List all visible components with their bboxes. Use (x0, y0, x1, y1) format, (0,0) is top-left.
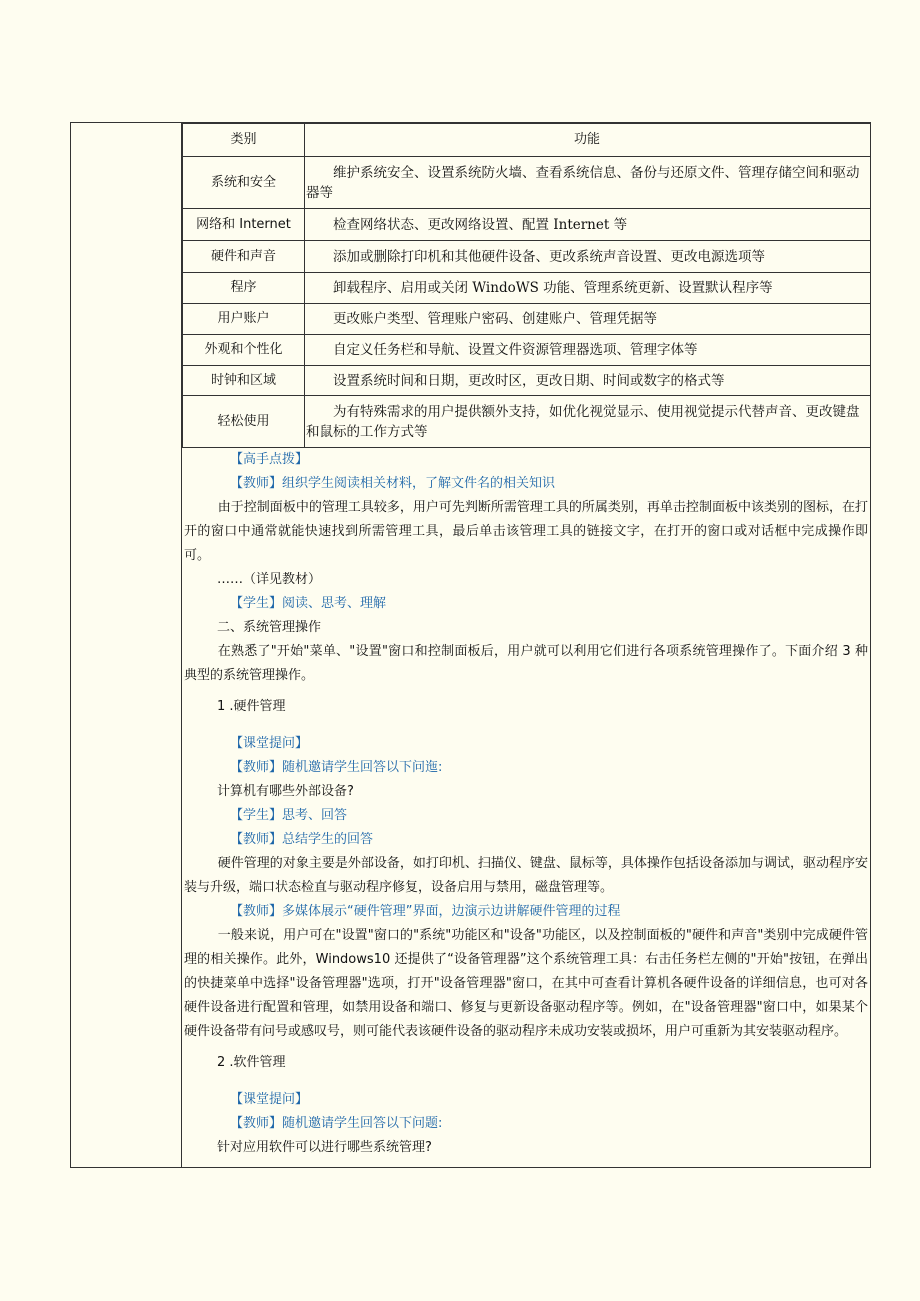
paragraph: 由于控制面板中的管理工具较多，用户可先判断所需管理工具的所属类别，再单击控制面板中该类别的图标，在打开的窗口中通常就能快速找到所需管理工具，最后单击该管理工具的链接文字，在打开的窗口或对话框中完成操作即可。 (184, 500, 868, 563)
table-row (183, 273, 871, 304)
student-activity: 【学生】阅读、思考、理解 (230, 596, 387, 611)
table-row (183, 157, 871, 209)
row-category: 网络和 Internet (183, 209, 305, 241)
paragraph: 硬件管理的对象主要是外部设备，如打印机、扫描仪、键盘、鼠标等，具体操作包括设备添加与调试，驱动程序安装与升级，端口状态检直与驱动程序修复，设备启用与禁用，磁盘管理等。 (184, 856, 868, 895)
row-category: 外观和个性化 (183, 335, 305, 366)
teacher-media: 【教师】多媒体展示“硬件管理”界面，边演示边讲解硬件管理的过程 (230, 904, 621, 919)
table-row (183, 304, 871, 335)
header-category: 类别 (183, 124, 305, 157)
teacher-question: 【教师】随机邀请学生回答以下问迤: (230, 760, 443, 775)
see-textbook: ……（详见教材） (217, 572, 322, 587)
teacher-summary: 【教师】总结学生的回答 (230, 832, 374, 847)
table-row (183, 335, 871, 366)
question-text: 计算机有哪些外部设备? (217, 784, 354, 799)
row-category: 时钟和区域 (183, 366, 305, 396)
table-row (183, 241, 871, 273)
row-function: 添加或删除打印机和其他硬件设备、更改系统声音设置、更改电源选项等 (305, 241, 871, 273)
row-function: 自定义任务栏和导航、设置文件资源管理器选项、管理字体等 (305, 335, 871, 366)
student-activity: 【学生】思考、回答 (230, 808, 348, 823)
section-heading: 二、系统管理操作 (217, 620, 322, 635)
paragraph: 一般来说，用户可在"设置"窗口的"系统"功能区和"设备"功能区，以及控制面板的"硬件和声音"类别中完成硬件管理的相关操作。此外，Windows10 还提供了“设备管理器”这个系统管理工具：右击任务栏左侧的"开始"按钮，在弹出的快捷菜单中选择"设备管理器"选项，打开"设备管理器"窗口，在其中可查看计算机各硬件设备的详细信息，也可对各硬件设备进行配置和管理，如禁用设备和端口、修复与更新设备驱动程序等。例如，在"设备管理器"窗口中，如果某个硬件设备带有问号或感叹号，则可能代表该硬件设备的驱动程序未成功安装或损坏，用户可重新为其安装驱动程序。 (184, 928, 868, 1039)
header-function: 功能 (305, 124, 871, 157)
row-category: 程序 (183, 273, 305, 304)
row-function: 更改账户类型、管理账户密码、创建账户、管理凭据等 (305, 304, 871, 335)
row-category: 用户账户 (183, 304, 305, 335)
table-row (183, 366, 871, 396)
row-function: 维护系统安全、设置系统防火墙、查看系统信息、备份与还原文件、管理存储空间和驱动器等 (305, 157, 871, 209)
class-question-label: 【课堂提问】 (230, 1092, 309, 1107)
table-row (183, 209, 871, 241)
control-panel-categories-table (182, 123, 870, 448)
row-function: 检查网络状态、更改网络设置、配置 Internet 等 (305, 209, 871, 241)
row-function: 为有特殊需求的用户提供额外支持，如优化视觉显示、使用视觉提示代替声音、更改键盘和鼠标的工作方式等 (305, 396, 871, 448)
row-category: 系统和安全 (183, 157, 305, 209)
table-header-row (183, 124, 871, 157)
subsection-heading: 1 .硬件管理 (217, 699, 286, 714)
content-column (182, 123, 870, 1167)
teacher-question: 【教师】随机邀请学生回答以下问题: (230, 1116, 443, 1131)
table-row (183, 396, 871, 448)
question-text: 针对应用软件可以进行哪些系统管理? (217, 1140, 432, 1155)
lesson-table-frame (70, 122, 871, 1168)
subsection-heading: 2 .软件管理 (217, 1055, 286, 1070)
row-function: 卸载程序、启用或关闭 WindoWS 功能、管理系统更新、设置默认程序等 (305, 273, 871, 304)
row-category: 硬件和声音 (183, 241, 305, 273)
class-question-label: 【课堂提问】 (230, 736, 309, 751)
row-function: 设置系统时间和日期，更改时区，更改日期、时间或数字的格式等 (305, 366, 871, 396)
tip-title: 【高手点拨】 (230, 452, 309, 467)
row-category: 轻松使用 (183, 396, 305, 448)
paragraph: 在熟悉了"开始"菜单、"设置"窗口和控制面板后，用户就可以利用它们进行各项系统管理操作了。下面介绍 3 种典型的系统管理操作。 (184, 644, 868, 683)
teacher-instruction: 【教师】组织学生阅读相关材料，了解文件名的相关知识 (230, 476, 556, 491)
